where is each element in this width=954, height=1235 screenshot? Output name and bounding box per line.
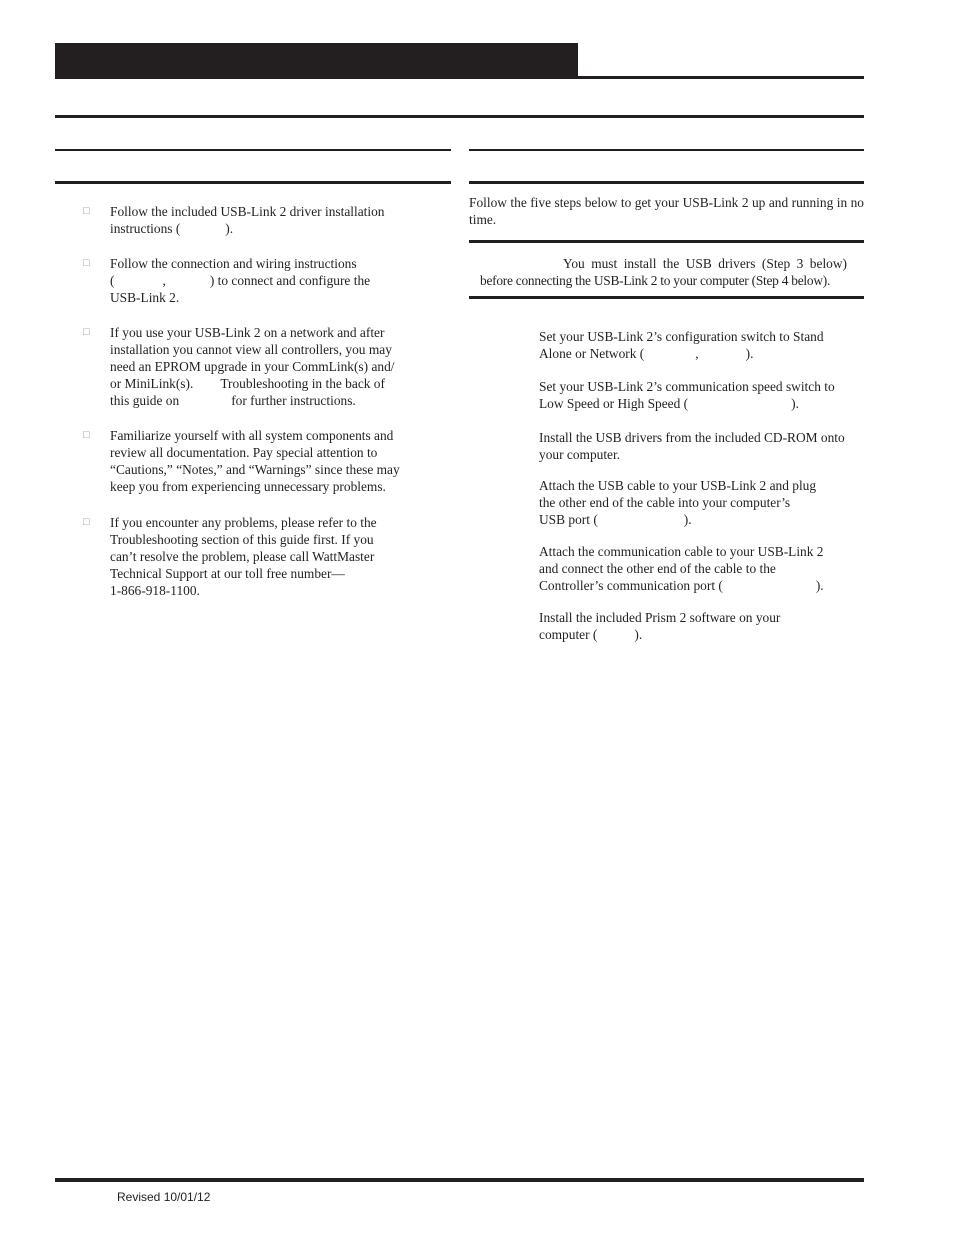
checkbox-bullet-icon: □ <box>83 326 90 338</box>
note-rule-top <box>469 240 864 243</box>
step-item: Set your USB-Link 2’s communication speed switch to Low Speed or High Speed ( ). <box>539 379 835 411</box>
list-item: Follow the included USB-Link 2 driver installation instructions ( ). <box>110 204 385 236</box>
left-heading-rule-top <box>55 149 451 151</box>
footer-rule <box>55 1178 864 1182</box>
revision-date: Revised 10/01/12 <box>117 1190 211 1204</box>
checkbox-bullet-icon: □ <box>83 429 90 441</box>
checkbox-bullet-icon: □ <box>83 257 90 269</box>
step-item: Set your USB-Link 2’s configuration switch to Stand Alone or Network ( , ). <box>539 329 824 361</box>
list-item: If you use your USB-Link 2 on a network and after installation you cannot view all controllers, you may need an EPROM upgrade in your CommLink(s) and/ or MiniLink(s). Troubleshooting in the back of this guide on for further instructions. <box>110 325 395 408</box>
checkbox-bullet-icon: □ <box>83 516 90 528</box>
list-item: If you encounter any problems, please refer to the Troubleshooting section of this guide first. If you can’t resolve the problem, please call WattMaster Technical Support at our toll free number— 1-866-918-1100. <box>110 515 377 598</box>
step-item: Install the USB drivers from the included CD-ROM onto your computer. <box>539 430 845 462</box>
header-bar <box>55 43 578 78</box>
right-heading-rule-bottom <box>469 181 864 184</box>
step-item: Install the included Prism 2 software on your computer ( ). <box>539 610 781 642</box>
right-heading-rule-top <box>469 149 864 151</box>
step-item: Attach the communication cable to your USB-Link 2 and connect the other end of the cable to the Controller’s communication port ( ). <box>539 544 824 593</box>
list-item: Follow the connection and wiring instructions ( , ) to connect and configure the USB-Link 2. <box>110 256 371 305</box>
note-line-1: You must install the USB drivers (Step 3 below) <box>563 256 847 271</box>
list-item: Familiarize yourself with all system components and review all documentation. Pay special attention to “Cautions,” “Notes,” and “Warnings” since these may keep you from experiencing unnecessary problems. <box>110 428 400 494</box>
header-rule <box>55 76 864 79</box>
step-item: Attach the USB cable to your USB-Link 2 and plug the other end of the cable into your computer’s USB port ( ). <box>539 478 817 527</box>
intro-paragraph: Follow the five steps below to get your USB-Link 2 up and running in no time. <box>469 195 864 227</box>
checkbox-bullet-icon: □ <box>83 205 90 217</box>
left-heading-rule-bottom <box>55 181 451 184</box>
note-line-2: before connecting the USB-Link 2 to your computer (Step 4 below). <box>480 273 831 288</box>
section-rule <box>55 115 864 118</box>
note-rule-bottom <box>469 296 864 299</box>
